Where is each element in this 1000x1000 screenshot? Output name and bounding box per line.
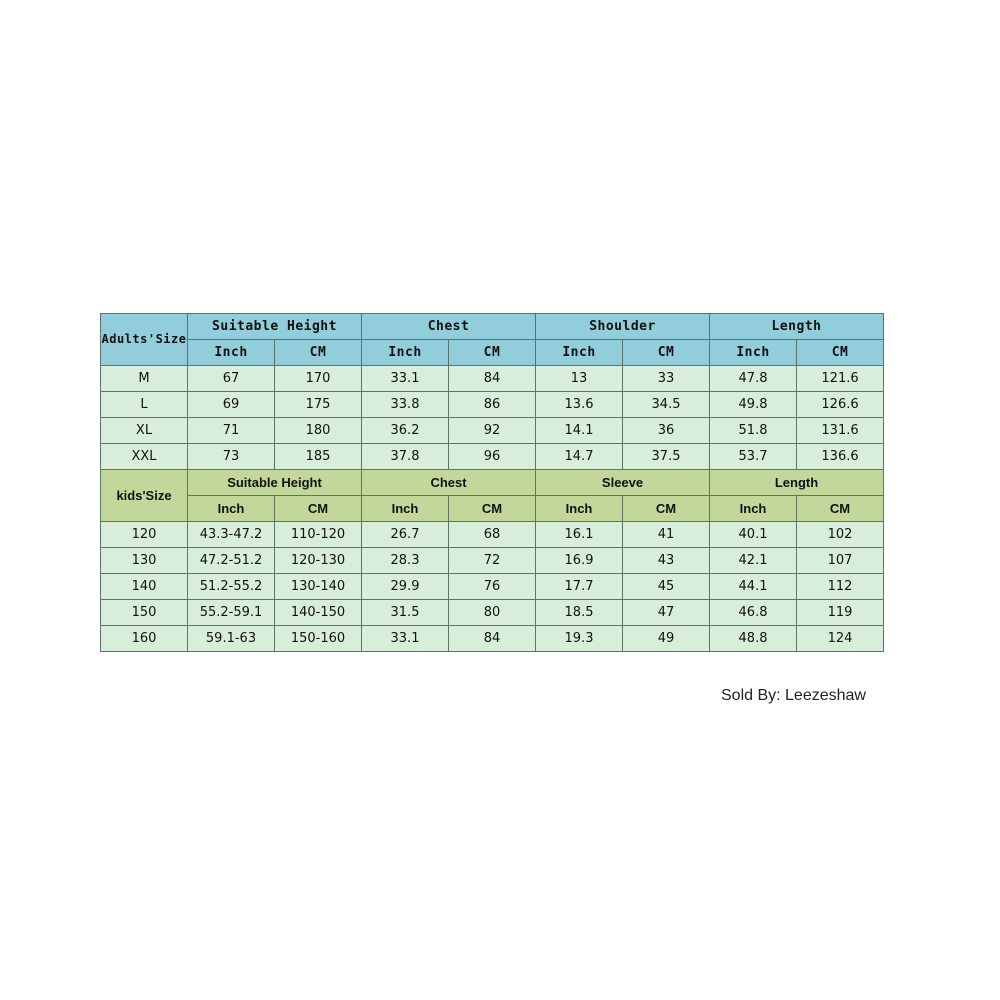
table-row <box>101 522 884 548</box>
table-cell: 29.9 <box>362 574 449 600</box>
table-cell: 28.3 <box>362 548 449 574</box>
table-cell: 34.5 <box>623 392 710 418</box>
table-cell: 71 <box>188 418 275 444</box>
table-cell: 59.1-63 <box>188 626 275 652</box>
table-cell: 14.1 <box>536 418 623 444</box>
unit-cell: Inch <box>710 496 797 522</box>
table-cell: 67 <box>188 366 275 392</box>
table-cell: 110-120 <box>275 522 362 548</box>
table-cell: 14.7 <box>536 444 623 470</box>
table-cell: 76 <box>449 574 536 600</box>
unit-cell: Inch <box>710 340 797 366</box>
table-cell: XXL <box>101 444 188 470</box>
unit-cell: Inch <box>362 496 449 522</box>
table-cell: 120-130 <box>275 548 362 574</box>
table-cell: 36 <box>623 418 710 444</box>
table-row <box>101 444 884 470</box>
table-cell: 42.1 <box>710 548 797 574</box>
table-cell: 31.5 <box>362 600 449 626</box>
table-cell: 13.6 <box>536 392 623 418</box>
table-cell: 53.7 <box>710 444 797 470</box>
table-cell: 36.2 <box>362 418 449 444</box>
adults-group-shoulder: Shoulder <box>536 314 710 340</box>
unit-cell: Inch <box>188 340 275 366</box>
table-cell: 51.8 <box>710 418 797 444</box>
table-cell: 130-140 <box>275 574 362 600</box>
table-cell: 44.1 <box>710 574 797 600</box>
table-cell: 37.8 <box>362 444 449 470</box>
adults-group-height: Suitable Height <box>188 314 362 340</box>
table-row <box>101 366 884 392</box>
unit-cell: Inch <box>362 340 449 366</box>
adults-size-label: Adults'Size <box>101 314 188 366</box>
table-cell: 130 <box>101 548 188 574</box>
table-cell: 136.6 <box>797 444 884 470</box>
table-cell: 13 <box>536 366 623 392</box>
table-cell: 17.7 <box>536 574 623 600</box>
table-cell: 43 <box>623 548 710 574</box>
table-cell: 16.9 <box>536 548 623 574</box>
table-cell: 140 <box>101 574 188 600</box>
table-cell: 126.6 <box>797 392 884 418</box>
adults-header-row <box>101 314 884 340</box>
kids-group-chest: Chest <box>362 470 536 496</box>
unit-cell: Inch <box>536 496 623 522</box>
table-cell: M <box>101 366 188 392</box>
table-cell: 86 <box>449 392 536 418</box>
size-chart-table <box>100 313 884 652</box>
table-cell: 150 <box>101 600 188 626</box>
table-cell: 33.8 <box>362 392 449 418</box>
table-cell: 45 <box>623 574 710 600</box>
table-cell: 112 <box>797 574 884 600</box>
table-cell: 160 <box>101 626 188 652</box>
seller-credit: Sold By: Leezeshaw <box>721 687 866 704</box>
table-cell: 140-150 <box>275 600 362 626</box>
table-cell: 107 <box>797 548 884 574</box>
table-cell: 120 <box>101 522 188 548</box>
kids-size-label: kids'Size <box>101 470 188 522</box>
table-cell: 96 <box>449 444 536 470</box>
table-cell: L <box>101 392 188 418</box>
table-cell: 131.6 <box>797 418 884 444</box>
unit-cell: CM <box>449 340 536 366</box>
kids-group-length: Length <box>710 470 884 496</box>
table-cell: 84 <box>449 626 536 652</box>
table-cell: 37.5 <box>623 444 710 470</box>
unit-cell: CM <box>797 340 884 366</box>
table-cell: 84 <box>449 366 536 392</box>
kids-group-height: Suitable Height <box>188 470 362 496</box>
table-cell: 175 <box>275 392 362 418</box>
table-cell: 19.3 <box>536 626 623 652</box>
table-cell: 119 <box>797 600 884 626</box>
unit-cell: CM <box>797 496 884 522</box>
table-cell: 92 <box>449 418 536 444</box>
unit-cell: CM <box>449 496 536 522</box>
unit-cell: Inch <box>188 496 275 522</box>
table-cell: 47 <box>623 600 710 626</box>
table-cell: 55.2-59.1 <box>188 600 275 626</box>
table-cell: 48.8 <box>710 626 797 652</box>
table-cell: 121.6 <box>797 366 884 392</box>
table-row <box>101 574 884 600</box>
kids-header-row <box>101 470 884 496</box>
table-cell: 80 <box>449 600 536 626</box>
table-cell: 73 <box>188 444 275 470</box>
adults-units-row <box>101 340 884 366</box>
table-cell: 49.8 <box>710 392 797 418</box>
table-cell: 170 <box>275 366 362 392</box>
table-row <box>101 548 884 574</box>
table-cell: 46.8 <box>710 600 797 626</box>
table-cell: 150-160 <box>275 626 362 652</box>
table-cell: 33 <box>623 366 710 392</box>
table-cell: 185 <box>275 444 362 470</box>
adults-group-length: Length <box>710 314 884 340</box>
table-cell: XL <box>101 418 188 444</box>
table-cell: 47.2-51.2 <box>188 548 275 574</box>
table-row <box>101 418 884 444</box>
table-cell: 40.1 <box>710 522 797 548</box>
table-cell: 51.2-55.2 <box>188 574 275 600</box>
table-cell: 124 <box>797 626 884 652</box>
table-cell: 180 <box>275 418 362 444</box>
unit-cell: Inch <box>536 340 623 366</box>
kids-group-sleeve: Sleeve <box>536 470 710 496</box>
table-row <box>101 626 884 652</box>
table-cell: 41 <box>623 522 710 548</box>
table-cell: 49 <box>623 626 710 652</box>
table-cell: 102 <box>797 522 884 548</box>
table-cell: 47.8 <box>710 366 797 392</box>
table-cell: 16.1 <box>536 522 623 548</box>
table-cell: 18.5 <box>536 600 623 626</box>
table-cell: 33.1 <box>362 366 449 392</box>
table-cell: 72 <box>449 548 536 574</box>
table-cell: 69 <box>188 392 275 418</box>
table-cell: 68 <box>449 522 536 548</box>
table-row <box>101 392 884 418</box>
unit-cell: CM <box>623 496 710 522</box>
kids-units-row <box>101 496 884 522</box>
table-row <box>101 600 884 626</box>
unit-cell: CM <box>623 340 710 366</box>
unit-cell: CM <box>275 340 362 366</box>
table-cell: 26.7 <box>362 522 449 548</box>
adults-group-chest: Chest <box>362 314 536 340</box>
unit-cell: CM <box>275 496 362 522</box>
table-cell: 43.3-47.2 <box>188 522 275 548</box>
table-cell: 33.1 <box>362 626 449 652</box>
